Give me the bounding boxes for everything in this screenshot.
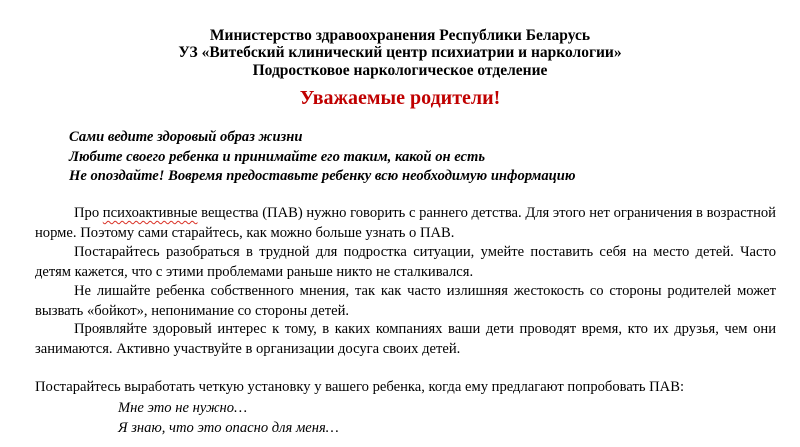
department-line: Подростковое наркологическое отделение <box>252 62 548 79</box>
paragraph <box>35 282 776 321</box>
motto-list <box>69 128 576 187</box>
paragraph-text: Постарайтесь разобраться в трудной для подростка ситуации, умейте поставить себя на место детей. Часто детям кажется, что с этими проблемами раньше никто не сталкивался. <box>35 244 776 280</box>
paragraph <box>35 243 776 282</box>
paragraph-text: Не лишайте ребенка собственного мнения, так как часто излишняя жестокость со стороны родителей может вызвать «бойкот», непонимание со стороны детей. <box>35 283 776 319</box>
spellcheck-word: психоактивные <box>102 205 198 221</box>
ministry-line: Министерство здравоохранения Республики Беларусь <box>209 27 591 44</box>
paragraph-text: вещества (ПАВ) нужно говорить с раннего детства. Для этого нет ограничения в возрастной норме. Поэтому сами старайтесь, как можно больше узнать о ПАВ. <box>35 205 776 241</box>
motto-line: Не опоздайте! Вовремя предоставьте ребенку всю необходимую информацию <box>69 168 576 184</box>
paragraph-text: Про <box>74 205 103 221</box>
page-title: Уважаемые родители! <box>299 87 501 109</box>
paragraph <box>35 204 776 243</box>
paragraph <box>35 320 776 359</box>
motto-line: Сами ведите здоровый образ жизни <box>69 129 303 145</box>
paragraph-text: Проявляйте здоровый интерес к тому, в каких компаниях ваши дети проводят время, кто их друзья, чем они занимаются. Активно участвуйте в организации досуга своих детей. <box>35 321 776 357</box>
institution-line: УЗ «Витебский клинический центр психиатрии и наркологии» <box>178 44 622 61</box>
motto-line: Любите своего ребенка и принимайте его таким, какой он есть <box>69 148 486 165</box>
quote-list <box>118 398 339 438</box>
closing-line: Постарайтесь выработать четкую установку у вашего ребенка, когда ему предлагают попробовать ПАВ: <box>35 379 685 395</box>
quote-line: Я знаю, что это опасно для меня… <box>118 420 339 436</box>
quote-line: Мне это не нужно… <box>118 400 248 416</box>
